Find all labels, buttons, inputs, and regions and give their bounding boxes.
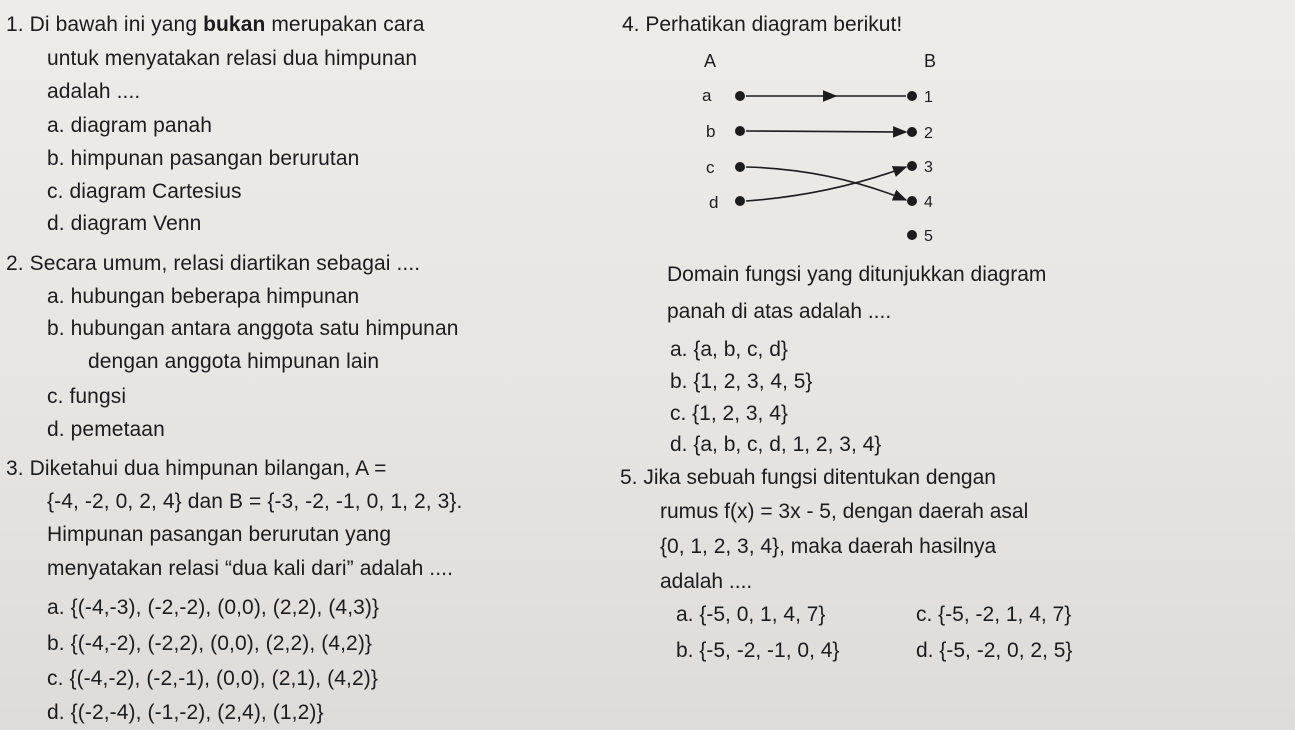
q3-stem-line4: menyatakan relasi “dua kali dari” adalah .... [47, 557, 454, 580]
q2-option-a[interactable]: a. hubungan beberapa himpunan [47, 285, 360, 308]
q1-stem-line2: untuk menyatakan relasi dua himpunan [47, 47, 418, 70]
q3-option-d[interactable]: d. {(-2,-4), (-1,-2), (2,4), (1,2)} [47, 701, 324, 724]
q3-option-a[interactable]: a. {(-4,-3), (-2,-2), (0,0), (2,2), (4,3)} [47, 596, 380, 619]
q1-stem-line1: 1. Di bawah ini yang bukan merupakan cara [6, 13, 425, 36]
q3-stem-line3: Himpunan pasangan berurutan yang [47, 523, 392, 546]
codomain-dot-4 [907, 196, 917, 206]
codomain-dot-2 [907, 127, 917, 137]
domain-dot-d [735, 196, 745, 206]
codomain-label-5: 5 [924, 228, 933, 245]
q3-stem-line1: 3. Diketahui dua himpunan bilangan, A = [6, 457, 387, 480]
domain-dot-c [735, 162, 745, 172]
domain-dot-b [735, 126, 745, 136]
q5-stem-line1: 5. Jika sebuah fungsi ditentukan dengan [620, 466, 996, 489]
q5-option-c[interactable]: c. {-5, -2, 1, 4, 7} [916, 603, 1072, 626]
q1-emphasis: bukan [203, 13, 266, 36]
q1-option-d[interactable]: d. diagram Venn [47, 212, 202, 235]
arrow-diagram [680, 45, 980, 255]
q1-option-c[interactable]: c. diagram Cartesius [47, 180, 242, 203]
q5-stem-line2: rumus f(x) = 3x - 5, dengan daerah asal [660, 500, 1029, 523]
q4-option-a[interactable]: a. {a, b, c, d} [670, 338, 788, 361]
domain-label-a: a [702, 86, 712, 105]
domain-dot-a [735, 91, 745, 101]
codomain-dot-5 [907, 230, 917, 240]
set-b-label: B [923, 51, 937, 71]
q3-option-b[interactable]: b. {(-4,-2), (-2,2), (0,0), (2,2), (4,2)} [47, 632, 373, 655]
q4-option-b[interactable]: b. {1, 2, 3, 4, 5} [670, 370, 813, 393]
q1-stem-line3: adalah .... [47, 80, 141, 103]
arrow-d-to-3 [746, 167, 906, 201]
q5-option-d[interactable]: d. {-5, -2, 0, 2, 5} [916, 639, 1073, 662]
q5-stem-line4: adalah .... [660, 570, 753, 593]
arrow-c-to-4 [746, 167, 906, 200]
q3-stem-line2: {-4, -2, 0, 2, 4} dan B = {-3, -2, -1, 0, 1, 2, 3}. [47, 490, 463, 513]
codomain-dot-1 [907, 91, 917, 101]
codomain-label-2: 2 [924, 125, 933, 142]
q1-option-b[interactable]: b. himpunan pasangan berurutan [47, 147, 360, 170]
q4-stem: 4. Perhatikan diagram berikut! [622, 13, 903, 36]
domain-label-b: b [706, 122, 716, 141]
codomain-dot-3 [907, 161, 917, 171]
q2-option-b-line1[interactable]: b. hubungan antara anggota satu himpunan [47, 317, 459, 340]
q2-option-c[interactable]: c. fungsi [47, 385, 127, 408]
q5-option-a[interactable]: a. {-5, 0, 1, 4, 7} [676, 603, 826, 626]
q2-option-d[interactable]: d. pemetaan [47, 418, 165, 441]
q2-option-b-line2: dengan anggota himpunan lain [88, 350, 380, 373]
q4-option-c[interactable]: c. {1, 2, 3, 4} [670, 402, 788, 425]
q3-option-c[interactable]: c. {(-4,-2), (-2,-1), (0,0), (2,1), (4,2)} [47, 667, 378, 690]
domain-label-d: d [709, 193, 719, 212]
q5-option-b[interactable]: b. {-5, -2, -1, 0, 4} [676, 639, 840, 662]
set-a-label: A [703, 51, 717, 71]
arrow-b-to-2 [746, 131, 906, 132]
codomain-label-1: 1 [924, 89, 933, 106]
q2-stem: 2. Secara umum, relasi diartikan sebagai .... [6, 252, 421, 275]
domain-label-c: c [706, 158, 715, 177]
q4-stem-line3: panah di atas adalah .... [667, 300, 892, 323]
q4-option-d[interactable]: d. {a, b, c, d, 1, 2, 3, 4} [670, 433, 882, 456]
codomain-label-3: 3 [924, 159, 933, 176]
q1-option-a[interactable]: a. diagram panah [47, 114, 213, 137]
q4-stem-line2: Domain fungsi yang ditunjukkan diagram [667, 263, 1047, 286]
codomain-label-4: 4 [924, 194, 933, 211]
q5-stem-line3: {0, 1, 2, 3, 4}, maka daerah hasilnya [660, 535, 997, 558]
